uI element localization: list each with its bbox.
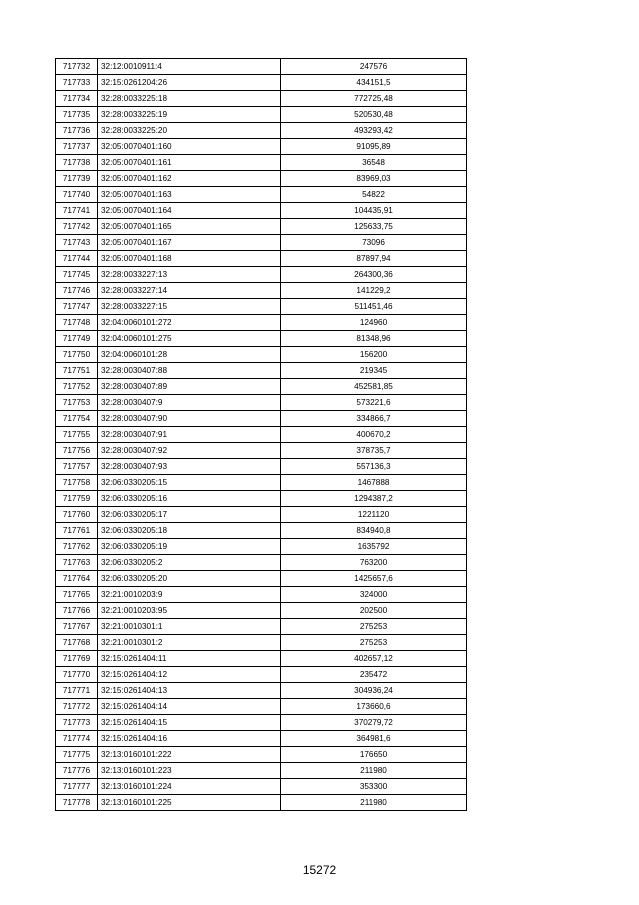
cadastral-value-cell: 73096 [281, 235, 467, 251]
table-row [56, 251, 467, 267]
row-number-cell: 717760 [56, 507, 98, 523]
cadastral-number-cell: 32:28:0030407:90 [98, 411, 281, 427]
table-row [56, 235, 467, 251]
row-number-cell: 717752 [56, 379, 98, 395]
table-row [56, 779, 467, 795]
row-number-cell: 717757 [56, 459, 98, 475]
table-row [56, 763, 467, 779]
row-number-cell: 717732 [56, 59, 98, 75]
cadastral-value-cell: 83969,03 [281, 171, 467, 187]
table-row [56, 459, 467, 475]
row-number-cell: 717778 [56, 795, 98, 811]
cadastral-value-cell: 1467888 [281, 475, 467, 491]
row-number-cell: 717750 [56, 347, 98, 363]
row-number-cell: 717744 [56, 251, 98, 267]
table-row [56, 411, 467, 427]
cadastral-value-cell: 141229,2 [281, 283, 467, 299]
cadastral-number-cell: 32:04:0060101:28 [98, 347, 281, 363]
table-row [56, 475, 467, 491]
table-row [56, 587, 467, 603]
cadastral-value-cell: 264300,36 [281, 267, 467, 283]
row-number-cell: 717777 [56, 779, 98, 795]
cadastral-number-cell: 32:28:0030407:9 [98, 395, 281, 411]
table-row [56, 363, 467, 379]
table-row [56, 267, 467, 283]
cadastral-number-cell: 32:28:0033225:20 [98, 123, 281, 139]
cadastral-number-cell: 32:15:0261404:16 [98, 731, 281, 747]
cadastral-value-cell: 1635792 [281, 539, 467, 555]
cadastral-value-cell: 247576 [281, 59, 467, 75]
row-number-cell: 717776 [56, 763, 98, 779]
row-number-cell: 717762 [56, 539, 98, 555]
row-number-cell: 717753 [56, 395, 98, 411]
row-number-cell: 717770 [56, 667, 98, 683]
row-number-cell: 717749 [56, 331, 98, 347]
cadastral-value-cell: 202500 [281, 603, 467, 619]
cadastral-value-cell: 156200 [281, 347, 467, 363]
cadastral-number-cell: 32:15:0261404:11 [98, 651, 281, 667]
row-number-cell: 717743 [56, 235, 98, 251]
cadastral-value-cell: 834940,8 [281, 523, 467, 539]
cadastral-number-cell: 32:04:0060101:275 [98, 331, 281, 347]
cadastral-value-cell: 1221120 [281, 507, 467, 523]
cadastral-value-cell: 511451,46 [281, 299, 467, 315]
row-number-cell: 717769 [56, 651, 98, 667]
table-row [56, 635, 467, 651]
table-row [56, 75, 467, 91]
cadastral-value-cell: 91095,89 [281, 139, 467, 155]
table-row [56, 315, 467, 331]
row-number-cell: 717751 [56, 363, 98, 379]
row-number-cell: 717765 [56, 587, 98, 603]
cadastral-value-cell: 211980 [281, 795, 467, 811]
row-number-cell: 717773 [56, 715, 98, 731]
table-row [56, 107, 467, 123]
row-number-cell: 717755 [56, 427, 98, 443]
table-row [56, 523, 467, 539]
cadastral-number-cell: 32:15:0261404:13 [98, 683, 281, 699]
cadastral-value-cell: 87897,94 [281, 251, 467, 267]
cadastral-number-cell: 32:05:0070401:163 [98, 187, 281, 203]
table-row [56, 347, 467, 363]
table-row [56, 427, 467, 443]
table-row [56, 299, 467, 315]
cadastral-value-cell: 219345 [281, 363, 467, 379]
row-number-cell: 717763 [56, 555, 98, 571]
cadastral-value-cell: 434151,5 [281, 75, 467, 91]
row-number-cell: 717748 [56, 315, 98, 331]
cadastral-number-cell: 32:13:0160101:222 [98, 747, 281, 763]
cadastral-number-cell: 32:28:0033227:14 [98, 283, 281, 299]
cadastral-number-cell: 32:15:0261404:12 [98, 667, 281, 683]
table-row [56, 571, 467, 587]
cadastral-value-cell: 104435,91 [281, 203, 467, 219]
row-number-cell: 717764 [56, 571, 98, 587]
cadastral-value-cell: 520530,48 [281, 107, 467, 123]
page-number: 15272 [302, 863, 337, 877]
cadastral-number-cell: 32:13:0160101:224 [98, 779, 281, 795]
cadastral-number-cell: 32:06:0330205:20 [98, 571, 281, 587]
table-row [56, 395, 467, 411]
cadastral-value-table [55, 58, 467, 811]
table-row [56, 507, 467, 523]
cadastral-number-cell: 32:06:0330205:15 [98, 475, 281, 491]
cadastral-value-cell: 493293,42 [281, 123, 467, 139]
cadastral-number-cell: 32:28:0030407:89 [98, 379, 281, 395]
row-number-cell: 717734 [56, 91, 98, 107]
table-row [56, 59, 467, 75]
cadastral-value-cell: 557136,3 [281, 459, 467, 475]
cadastral-value-cell: 36548 [281, 155, 467, 171]
row-number-cell: 717737 [56, 139, 98, 155]
cadastral-value-cell: 211980 [281, 763, 467, 779]
table-row [56, 123, 467, 139]
cadastral-value-cell: 772725,48 [281, 91, 467, 107]
cadastral-value-cell: 452581,85 [281, 379, 467, 395]
row-number-cell: 717746 [56, 283, 98, 299]
cadastral-value-cell: 176650 [281, 747, 467, 763]
cadastral-value-cell: 1425657,6 [281, 571, 467, 587]
row-number-cell: 717761 [56, 523, 98, 539]
row-number-cell: 717766 [56, 603, 98, 619]
table-row [56, 539, 467, 555]
cadastral-number-cell: 32:05:0070401:165 [98, 219, 281, 235]
row-number-cell: 717758 [56, 475, 98, 491]
table-row [56, 219, 467, 235]
row-number-cell: 717741 [56, 203, 98, 219]
cadastral-value-cell: 324000 [281, 587, 467, 603]
cadastral-value-cell: 378735,7 [281, 443, 467, 459]
cadastral-value-cell: 763200 [281, 555, 467, 571]
row-number-cell: 717767 [56, 619, 98, 635]
row-number-cell: 717772 [56, 699, 98, 715]
cadastral-number-cell: 32:13:0160101:225 [98, 795, 281, 811]
cadastral-value-cell: 400670,2 [281, 427, 467, 443]
row-number-cell: 717747 [56, 299, 98, 315]
table-row [56, 603, 467, 619]
cadastral-number-cell: 32:21:0010203:95 [98, 603, 281, 619]
table-row [56, 699, 467, 715]
cadastral-number-cell: 32:06:0330205:16 [98, 491, 281, 507]
cadastral-number-cell: 32:28:0033225:18 [98, 91, 281, 107]
cadastral-value-cell: 304936,24 [281, 683, 467, 699]
cadastral-number-cell: 32:28:0030407:88 [98, 363, 281, 379]
cadastral-number-cell: 32:06:0330205:18 [98, 523, 281, 539]
table-body [56, 59, 467, 811]
cadastral-number-cell: 32:05:0070401:168 [98, 251, 281, 267]
cadastral-number-cell: 32:15:0261404:14 [98, 699, 281, 715]
cadastral-number-cell: 32:28:0033225:19 [98, 107, 281, 123]
table-row [56, 171, 467, 187]
cadastral-value-cell: 235472 [281, 667, 467, 683]
table-row [56, 331, 467, 347]
cadastral-number-cell: 32:21:0010301:2 [98, 635, 281, 651]
cadastral-number-cell: 32:06:0330205:2 [98, 555, 281, 571]
table-row [56, 731, 467, 747]
cadastral-number-cell: 32:15:0261404:15 [98, 715, 281, 731]
row-number-cell: 717745 [56, 267, 98, 283]
table-row [56, 443, 467, 459]
table-row [56, 203, 467, 219]
cadastral-number-cell: 32:05:0070401:162 [98, 171, 281, 187]
row-number-cell: 717768 [56, 635, 98, 651]
cadastral-value-cell: 54822 [281, 187, 467, 203]
cadastral-number-cell: 32:28:0030407:92 [98, 443, 281, 459]
table-row [56, 491, 467, 507]
cadastral-number-cell: 32:05:0070401:160 [98, 139, 281, 155]
table-row [56, 795, 467, 811]
row-number-cell: 717754 [56, 411, 98, 427]
table-row [56, 683, 467, 699]
table-row [56, 667, 467, 683]
cadastral-number-cell: 32:21:0010203:9 [98, 587, 281, 603]
cadastral-number-cell: 32:28:0030407:93 [98, 459, 281, 475]
cadastral-number-cell: 32:21:0010301:1 [98, 619, 281, 635]
table-row [56, 747, 467, 763]
cadastral-number-cell: 32:12:0010911:4 [98, 59, 281, 75]
cadastral-value-cell: 573221,6 [281, 395, 467, 411]
row-number-cell: 717733 [56, 75, 98, 91]
row-number-cell: 717756 [56, 443, 98, 459]
table-row [56, 715, 467, 731]
cadastral-value-cell: 125633,75 [281, 219, 467, 235]
cadastral-value-cell: 1294387,2 [281, 491, 467, 507]
row-number-cell: 717735 [56, 107, 98, 123]
table-row [56, 283, 467, 299]
cadastral-number-cell: 32:05:0070401:164 [98, 203, 281, 219]
table-row [56, 379, 467, 395]
row-number-cell: 717740 [56, 187, 98, 203]
cadastral-value-cell: 370279,72 [281, 715, 467, 731]
cadastral-number-cell: 32:13:0160101:223 [98, 763, 281, 779]
cadastral-value-cell: 402657,12 [281, 651, 467, 667]
row-number-cell: 717771 [56, 683, 98, 699]
cadastral-number-cell: 32:15:0261204:26 [98, 75, 281, 91]
table-row [56, 651, 467, 667]
table-row [56, 155, 467, 171]
cadastral-value-cell: 275253 [281, 619, 467, 635]
cadastral-value-cell: 275253 [281, 635, 467, 651]
row-number-cell: 717736 [56, 123, 98, 139]
table-row [56, 187, 467, 203]
table-row [56, 139, 467, 155]
row-number-cell: 717775 [56, 747, 98, 763]
cadastral-value-cell: 81348,96 [281, 331, 467, 347]
row-number-cell: 717759 [56, 491, 98, 507]
cadastral-number-cell: 32:05:0070401:167 [98, 235, 281, 251]
row-number-cell: 717742 [56, 219, 98, 235]
row-number-cell: 717774 [56, 731, 98, 747]
table-row [56, 555, 467, 571]
cadastral-number-cell: 32:28:0033227:13 [98, 267, 281, 283]
cadastral-number-cell: 32:05:0070401:161 [98, 155, 281, 171]
row-number-cell: 717738 [56, 155, 98, 171]
table-row [56, 91, 467, 107]
cadastral-number-cell: 32:04:0060101:272 [98, 315, 281, 331]
cadastral-number-cell: 32:28:0033227:15 [98, 299, 281, 315]
cadastral-number-cell: 32:28:0030407:91 [98, 427, 281, 443]
cadastral-value-cell: 334866,7 [281, 411, 467, 427]
cadastral-value-cell: 173660,6 [281, 699, 467, 715]
table-row [56, 619, 467, 635]
cadastral-value-cell: 124960 [281, 315, 467, 331]
cadastral-value-cell: 353300 [281, 779, 467, 795]
cadastral-number-cell: 32:06:0330205:17 [98, 507, 281, 523]
row-number-cell: 717739 [56, 171, 98, 187]
cadastral-number-cell: 32:06:0330205:19 [98, 539, 281, 555]
cadastral-value-cell: 364981,6 [281, 731, 467, 747]
